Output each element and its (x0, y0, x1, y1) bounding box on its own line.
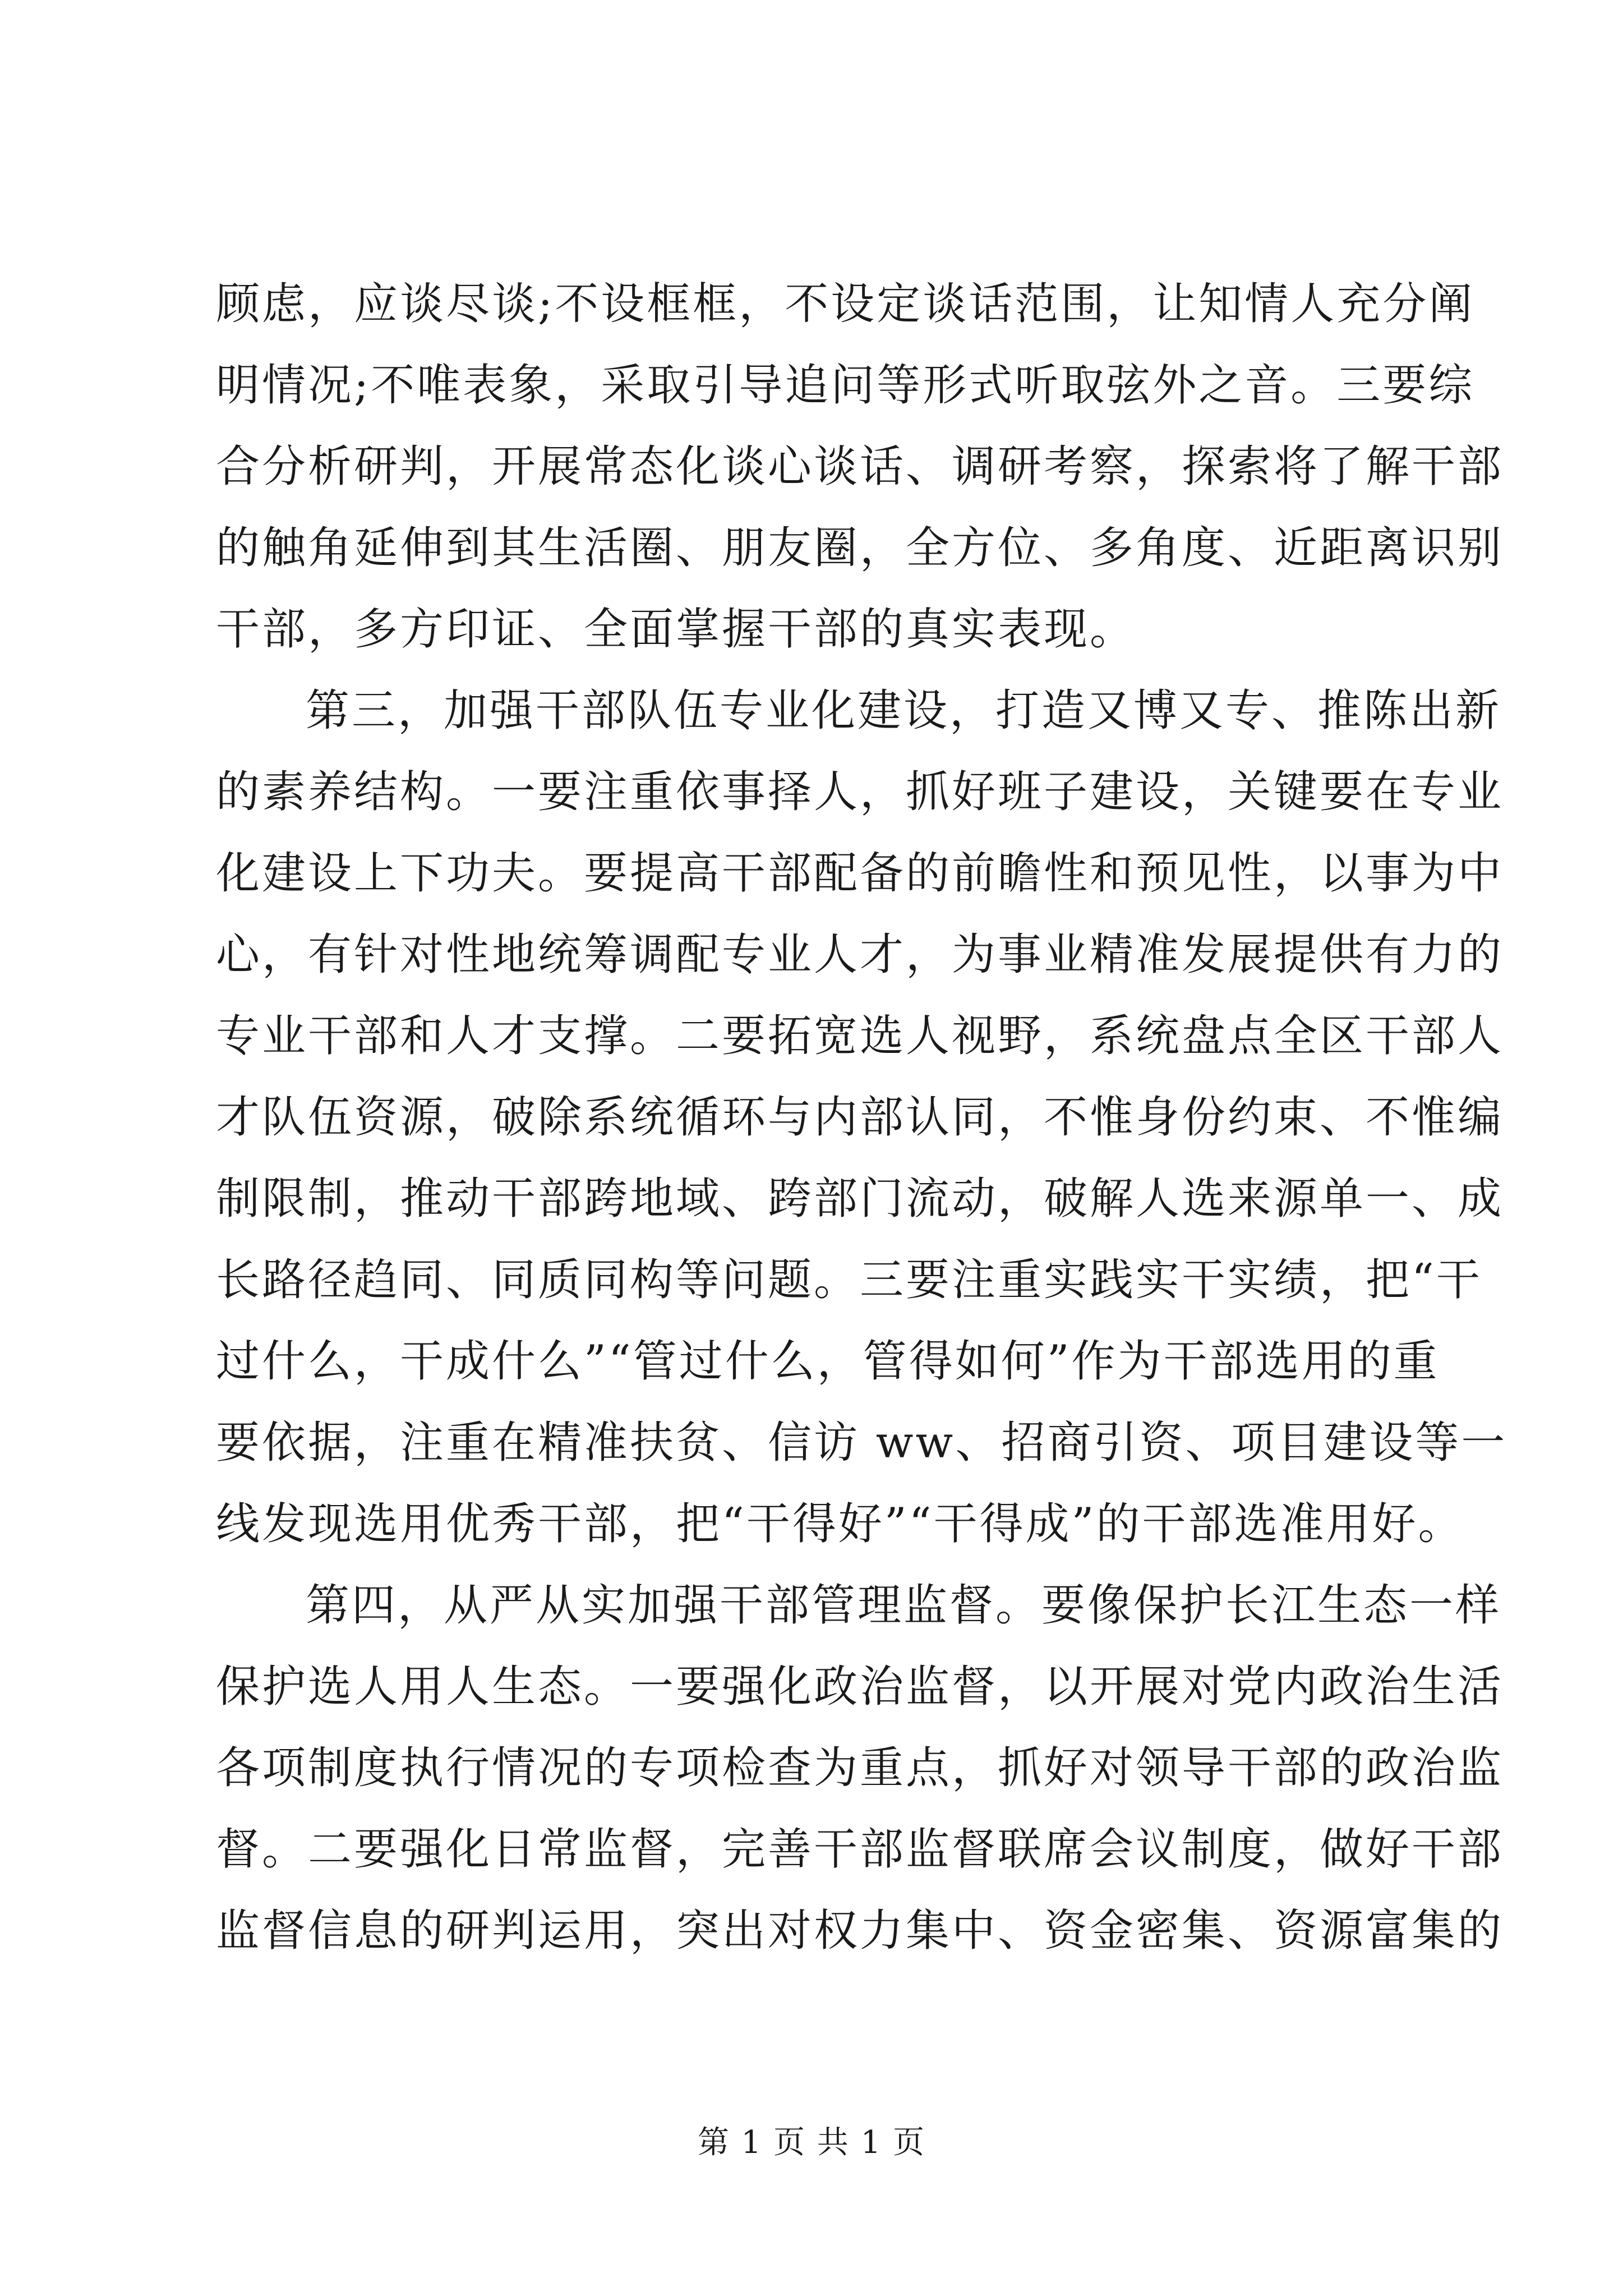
text-line: 心，有针对性地统筹调配专业人才，为事业精准发展提供有力的 (216, 930, 1504, 980)
text-line: 合分析研判，开展常态化谈心谈话、调研考察，探索将了解干部 (216, 441, 1504, 492)
text-line: 保护选人用人生态。一要强化政治监督，以开展对党内政治生活 (216, 1662, 1504, 1712)
text-line: 过什么，干成什么”“管过什么，管得如何”作为干部选用的重 (216, 1336, 1440, 1387)
text-line: 化建设上下功夫。要提高干部配备的前瞻性和预见性，以事为中 (216, 848, 1504, 899)
text-line: 各项制度执行情况的专项检查为重点，抓好对领导干部的政治监 (216, 1743, 1504, 1793)
text-line: 才队伍资源，破除系统循环与内部认同，不惟身份约束、不惟编 (216, 1092, 1504, 1143)
text-line: 的素养结构。一要注重依事择人，抓好班子建设，关键要在专业 (216, 767, 1504, 817)
text-line: 督。二要强化日常监督，完善干部监督联席会议制度，做好干部 (216, 1824, 1504, 1875)
text-line: 的触角延伸到其生活圈、朋友圈，全方位、多角度、近距离识别 (216, 523, 1504, 573)
page-number-footer: 第 1 页 共 1 页 (697, 2124, 926, 2161)
text-line: 监督信息的研判运用，突出对权力集中、资金密集、资源富集的 (216, 1906, 1504, 1956)
text-line: 明情况;不唯表象，采取引导追问等形式听取弦外之音。三要综 (216, 360, 1475, 411)
text-line: 顾虑，应谈尽谈;不设框框，不设定谈话范围，让知情人充分阐 (216, 279, 1475, 329)
text-line: 要依据，注重在精准扶贫、信访 ww、招商引资、项目建设等一 (216, 1418, 1507, 1468)
paragraph-start-line: 第三，加强干部队伍专业化建设，打造又博又专、推陈出新 (306, 685, 1502, 736)
text-line: 线发现选用优秀干部，把“干得好”“干得成”的干部选准用好。 (216, 1499, 1464, 1549)
text-line: 长路径趋同、同质同构等问题。三要注重实践实干实绩，把“干 (216, 1255, 1482, 1305)
text-line: 干部，多方印证、全面掌握干部的真实表现。 (216, 604, 1136, 655)
body-text (216, 264, 1507, 1972)
paragraph-start-line: 第四，从严从实加强干部管理监督。要像保护长江生态一样 (306, 1580, 1502, 1631)
text-line: 制限制，推动干部跨地域、跨部门流动，破解人选来源单一、成 (216, 1174, 1504, 1224)
text-line: 专业干部和人才支撑。二要拓宽选人视野，系统盘点全区干部人 (216, 1011, 1504, 1061)
